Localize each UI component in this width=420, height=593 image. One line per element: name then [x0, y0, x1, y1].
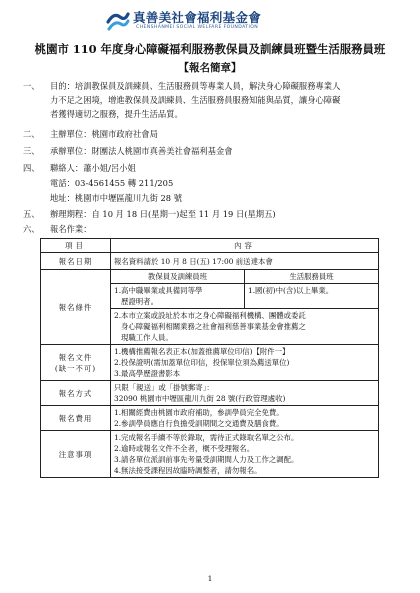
eligibility-col1-header: 教保員及訓練員班	[111, 270, 245, 284]
table-row-eligibility	[41, 270, 379, 284]
section-text: 地址：桃園市中壢區龍川九街 28 號	[50, 193, 182, 203]
section-text: 承辦單位：財團法人桃園市真善美社會福利基金會	[50, 146, 233, 156]
fee-line: 1.相關經費由桃園市政府補助，參訓學員完全免費。	[114, 408, 284, 417]
document-title: 桃園市 110 年度身心障礙福利服務教保員及訓練員班暨生活服務員班	[34, 42, 386, 56]
eligibility-col2	[245, 284, 379, 309]
eligibility-note	[111, 309, 379, 345]
documents-content	[111, 345, 379, 381]
eligibility-col2-header: 生活服務員班	[245, 270, 379, 284]
foundation-logo	[106, 8, 316, 36]
method-content	[111, 381, 379, 406]
row-label: 報名方式	[41, 381, 111, 406]
eligibility-line: 歷證明者。	[121, 297, 158, 306]
eligibility-line: 1.高中職畢業或具備同等學	[114, 286, 203, 295]
section-number: 六、	[23, 224, 40, 234]
section-text: 聯絡人：蕭小姐/呂小姐	[50, 163, 136, 173]
documents-line: 1.機構推薦報名表正本(加蓋推薦單位印信)【附件一】	[114, 347, 290, 356]
fee-line: 2.參訓學員應自行負擔受訓期間之交通費及膳食費。	[114, 419, 284, 428]
documents-line: 3.最高學歷證書影本	[114, 369, 181, 378]
eligibility-note-line: 現職工作人員。	[121, 333, 173, 342]
table-header-content: 內容	[111, 239, 379, 253]
row-label-line: (缺一不可)	[54, 363, 97, 373]
section-number: 五、	[23, 209, 40, 219]
notes-line: 2.逾時或報名文件不全者，概不受理報名。	[114, 444, 255, 453]
foundation-name: 真善美社會福利基金會	[133, 10, 262, 25]
row-label: 報名日期	[41, 253, 111, 270]
page-number: 1	[207, 574, 213, 583]
section-text: 目的：培訓教保員及訓練員、生活服務員等專業人員，解決身心障礙服務專業人	[50, 81, 341, 91]
section-text: 辦理期程：自 10 月 18 日(星期一)起至 11 月 19 日(星期五)	[50, 209, 276, 219]
table-row-documents	[41, 345, 379, 381]
foundation-name-english: CHENSHANMEI SOCIAL WELFARE FOUNDATION	[136, 25, 259, 30]
eligibility-note-line: 2.本市立案或設址於本市之身心障礙福利機構、團體或委託	[114, 311, 306, 320]
section-number: 一、	[23, 81, 40, 91]
documents-line: 2.投保證明(需加蓋單位印信，投保單位須為薦送單位)	[114, 358, 290, 367]
table-row-fee	[41, 406, 379, 431]
notes-line: 4.無法接受課程因故臨時調整者，請勿報名。	[114, 466, 262, 475]
row-label: 報名費用	[41, 406, 111, 431]
section-text: 者獲得適切之服務，提升生活品質。	[50, 109, 183, 119]
row-label: 注意事項	[41, 431, 111, 478]
eligibility-line: 1.國(初)中(含)以上畢業。	[248, 286, 334, 295]
document-subtitle: 【報名簡章】	[178, 62, 242, 74]
fee-content	[111, 406, 379, 431]
method-line: 只限「親送」或「掛號郵寄」：	[114, 383, 214, 392]
eligibility-col1	[111, 284, 245, 309]
section-number: 三、	[23, 146, 40, 156]
table-header-item: 項目	[41, 239, 111, 253]
section-text: 力不足之困境，增進教保員及訓練員、生活服務員服務知能與品質，讓身心障礙	[50, 95, 341, 105]
notes-line: 1.完成報名手續不等於錄取，需待正式錄取名單之公布。	[114, 433, 299, 442]
section-number: 二、	[23, 129, 40, 139]
method-line: 32090 桃園市中壢區龍川九街 28 號(行政管理處收)	[114, 394, 286, 403]
row-label-line: 報名文件	[58, 352, 93, 362]
deadline-text: 報名資料請於 10 月 8 日(五) 17:00 前送達本會	[111, 253, 379, 270]
table-row-deadline	[41, 253, 379, 270]
section-number: 四、	[23, 163, 40, 173]
notes-line: 3.請各單位派訓前事先考量受訓期間人力及工作之調配。	[114, 455, 299, 464]
row-label	[41, 345, 111, 381]
section-text: 電話：03-4561455 轉 211/205	[50, 178, 174, 188]
table-row-notes	[41, 431, 379, 478]
section-text: 報名作業：	[50, 224, 92, 234]
table-row-method	[41, 381, 379, 406]
foundation-logo-icon	[106, 9, 130, 33]
registration-table	[40, 238, 379, 478]
section-text: 主辦單位：桃園市政府社會局	[50, 129, 158, 139]
notes-content	[111, 431, 379, 478]
row-label: 報名條件	[41, 270, 111, 345]
eligibility-note-line: 身心障礙福利相關業務之社會福利慈善事業基金會推薦之	[121, 322, 306, 331]
table-header-row	[41, 239, 379, 253]
